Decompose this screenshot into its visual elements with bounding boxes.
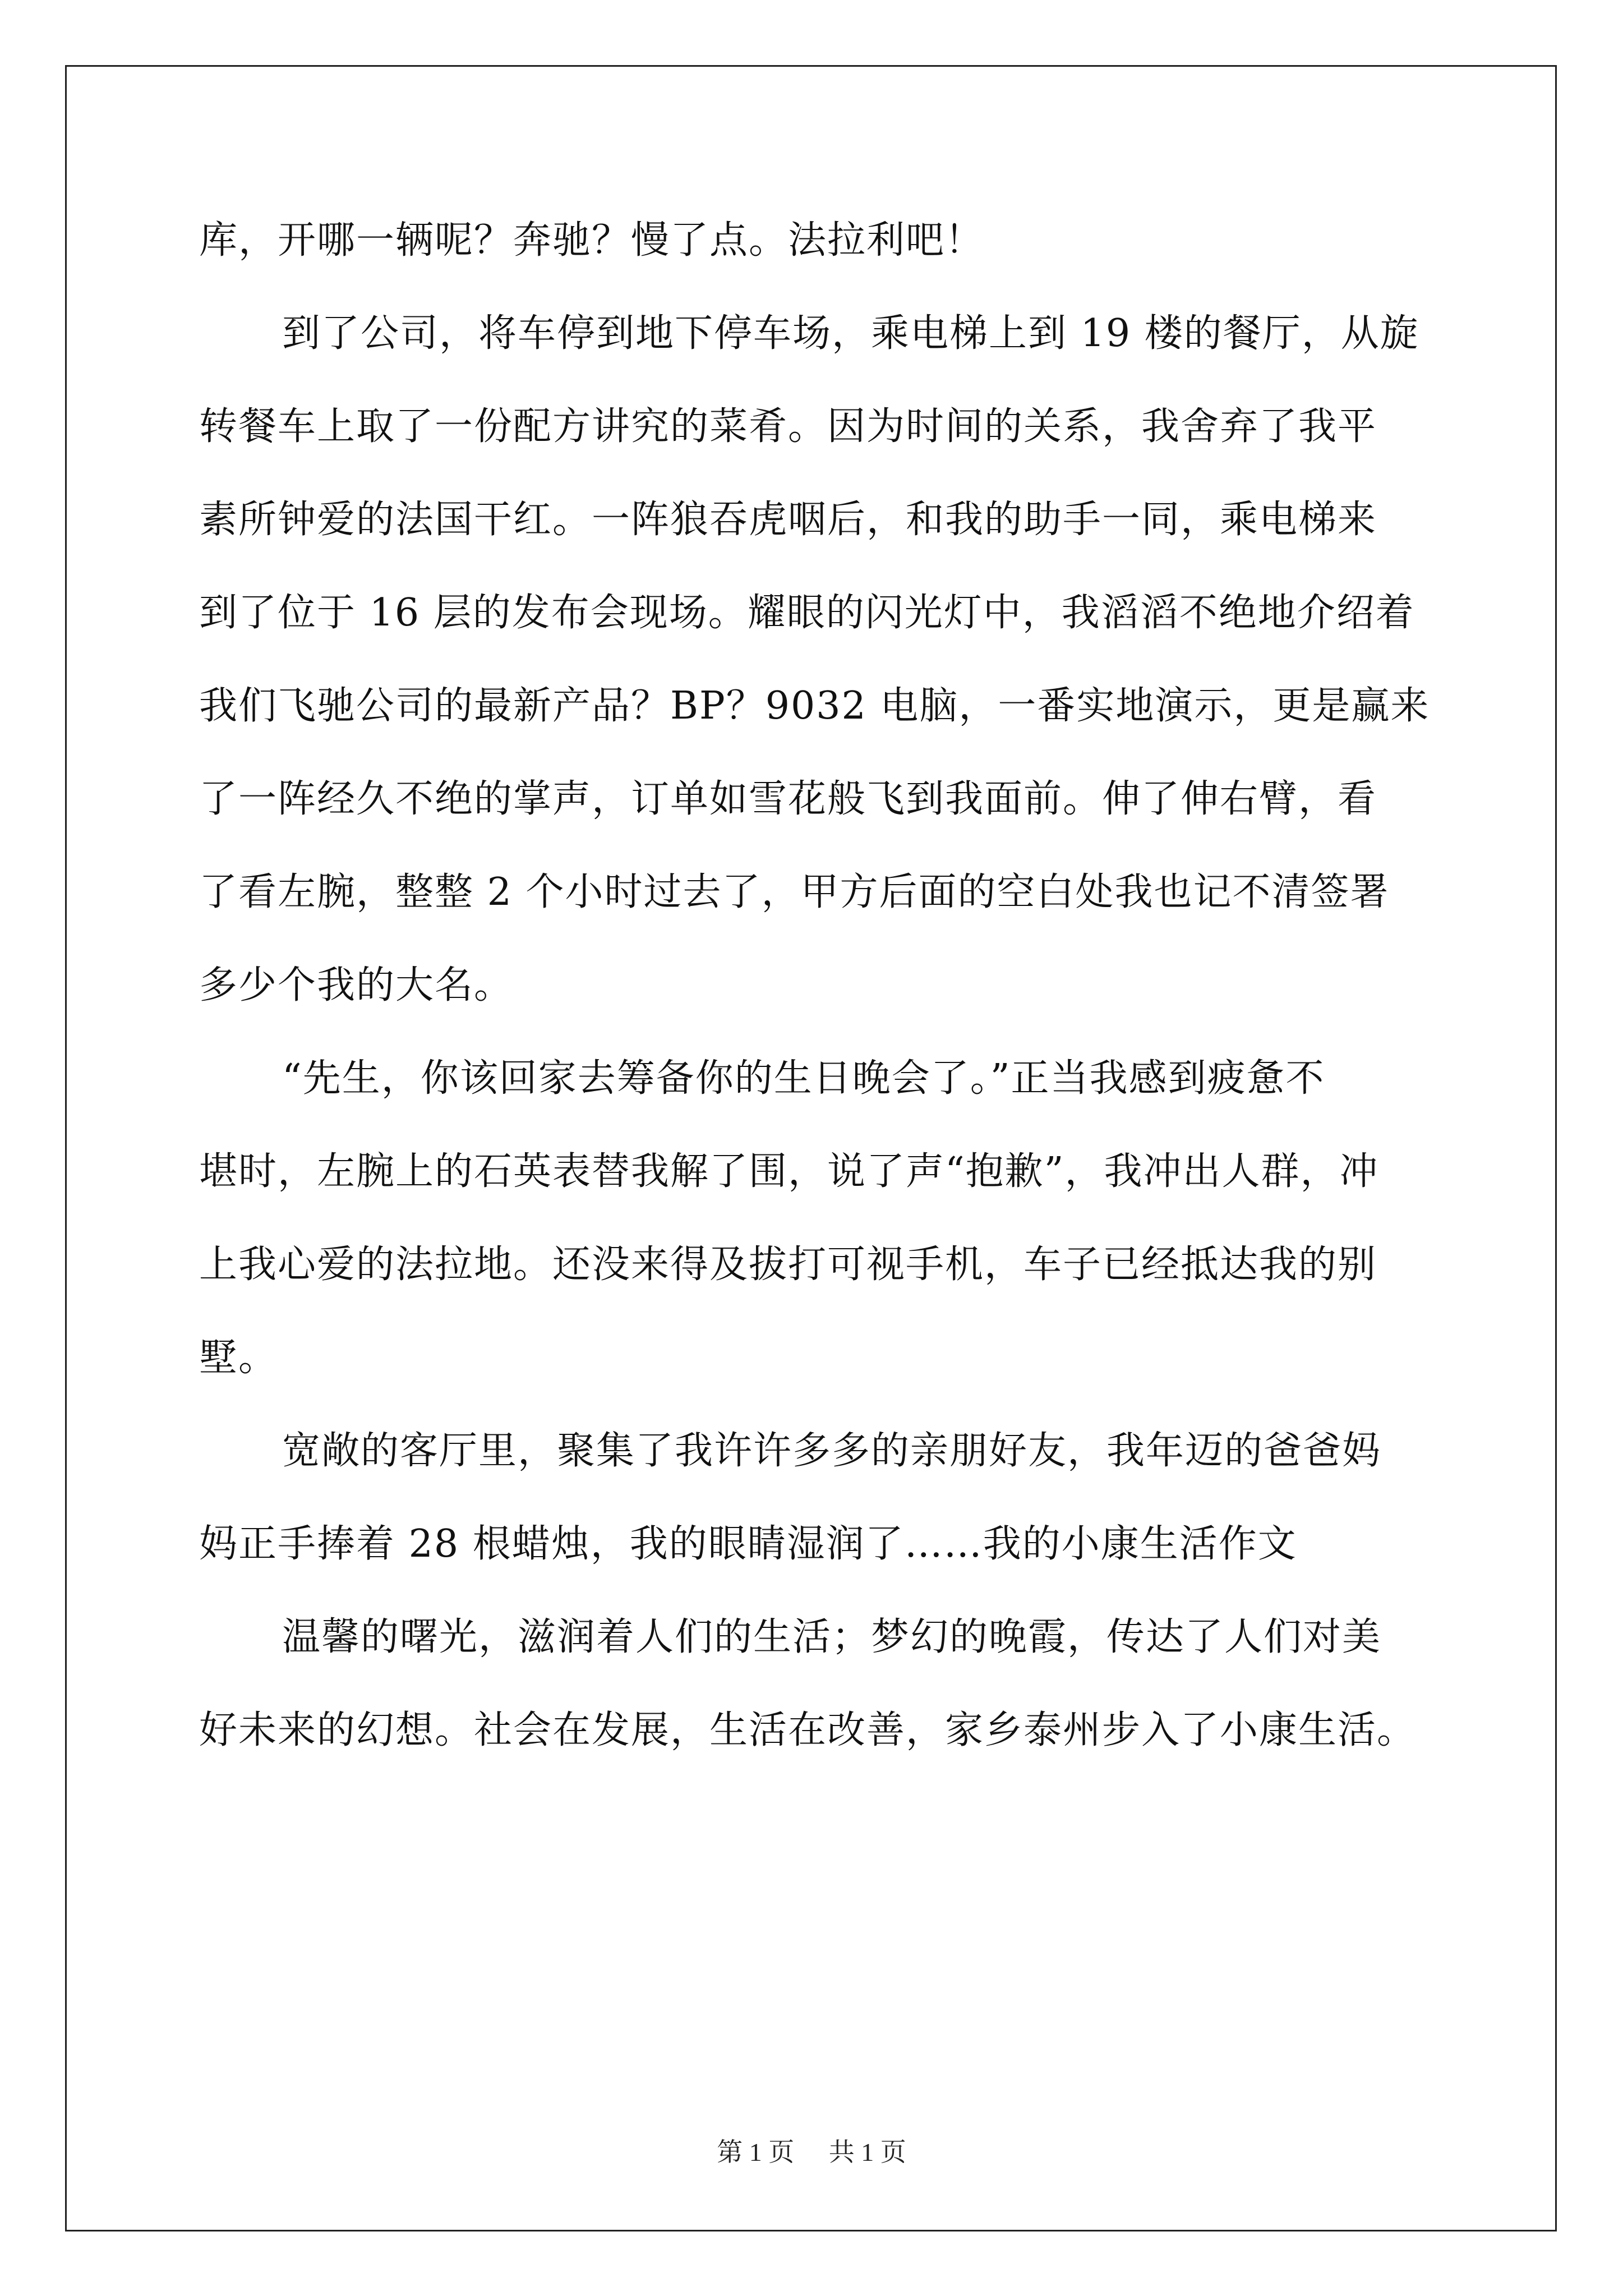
text-line: 好未来的幻想。社会在发展，生活在改善，家乡泰州步入了小康生活。 (199, 1708, 1417, 1752)
text-line: 了看左腕，整整 2 个小时过去了，甲方后面的空白处我也记不清签署 (199, 870, 1390, 914)
text-line: 转餐车上取了一份配方讲究的菜肴。因为时间的关系，我舍弃了我平 (199, 404, 1377, 449)
paragraph-first-line: “先生，你该回家去筹备你的生日晚会了。”正当我感到疲惫不 (282, 1056, 1325, 1101)
page-count: 共 1 页 (828, 2138, 906, 2166)
document-body (199, 194, 1433, 1777)
text-line: 我们飞驰公司的最新产品？BP？9032 电脑，一番实地演示，更是赢来 (199, 684, 1430, 728)
text-line: 墅。 (199, 1336, 278, 1380)
text-line: 了一阵经久不绝的掌声，订单如雪花般飞到我面前。伸了伸右臂，看 (199, 777, 1377, 821)
paragraph-first-line: 温馨的曙光，滋润着人们的生活；梦幻的晚霞，传达了人们对美 (282, 1615, 1382, 1659)
text-line: 上我心爱的法拉地。还没来得及拔打可视手机，车子已经抵达我的别 (199, 1243, 1377, 1287)
text-line: 妈正手捧着 28 根蜡烛，我的眼睛湿润了……我的小康生活作文 (199, 1522, 1297, 1566)
text-line: 到了位于 16 层的发布会现场。耀眼的闪光灯中，我滔滔不绝地介绍着 (199, 591, 1415, 635)
text-line: 库，开哪一辆呢？奔驰？慢了点。法拉利吧！ (199, 218, 985, 263)
paragraph-first-line: 宽敞的客厅里，聚集了我许许多多的亲朋好友，我年迈的爸爸妈 (282, 1429, 1382, 1473)
page-footer (0, 2132, 1623, 2169)
text-line: 素所钟爱的法国干红。一阵狼吞虎咽后，和我的助手一同，乘电梯来 (199, 498, 1377, 542)
text-line: 堪时，左腕上的石英表替我解了围，说了声“抱歉”，我冲出人群，冲 (199, 1149, 1379, 1194)
text-line: 多少个我的大名。 (199, 963, 514, 1007)
paragraph-first-line: 到了公司，将车停到地下停车场，乘电梯上到 19 楼的餐厅，从旋 (282, 311, 1419, 356)
page-number: 第 1 页 (717, 2138, 795, 2166)
